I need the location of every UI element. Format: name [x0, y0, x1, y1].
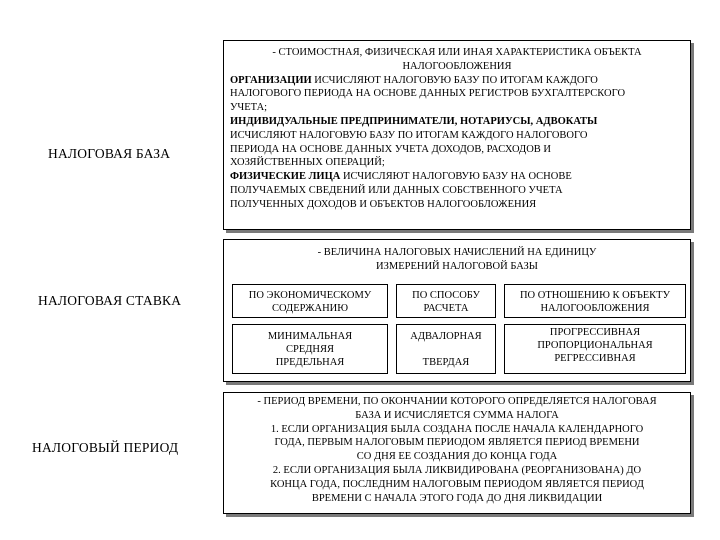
- tax-period-line: ВРЕМЕНИ С НАЧАЛА ЭТОГО ГОДА ДО ДНЯ ЛИКВИДАЦИИ: [311, 492, 603, 504]
- tax-base-line: [230, 46, 684, 60]
- category-header-line: ПО ОТНОШЕНИЮ К ОБЪЕКТУ: [519, 290, 671, 301]
- tax-base-line: [230, 156, 684, 170]
- tax-period-line: 2. ЕСЛИ ОРГАНИЗАЦИЯ БЫЛА ЛИКВИДИРОВАНА (РЕОРГАНИЗОВАНА) ДО: [272, 464, 642, 476]
- tax-base-line-text: НАЛОГООБЛОЖЕНИЯ: [402, 60, 512, 72]
- rate-category-economic: [232, 284, 388, 318]
- rate-type: СРЕДНЯЯ: [285, 344, 334, 355]
- tax-base-line-text: - СТОИМОСТНАЯ, ФИЗИЧЕСКАЯ ИЛИ ИНАЯ ХАРАКТЕРИСТИКА ОБЪЕКТА: [272, 47, 642, 58]
- tax-period-line: - ПЕРИОД ВРЕМЕНИ, ПО ОКОНЧАНИИ КОТОРОГО ОПРЕДЕЛЯЕТСЯ НАЛОГОВАЯ: [257, 396, 657, 407]
- tax-base-definition-box: [223, 40, 691, 230]
- tax-period-label: НАЛОГОВЫЙ ПЕРИОД: [32, 440, 179, 455]
- category-header-line: ПО СПОСОБУ: [412, 290, 480, 301]
- tax-rate-definition-line: - ВЕЛИЧИНА НАЛОГОВЫХ НАЧИСЛЕНИЙ НА ЕДИНИЦУ: [317, 247, 597, 258]
- rate-category-object: [504, 284, 686, 318]
- rate-type: ТВЕРДАЯ: [422, 357, 470, 368]
- category-header-line: НАЛОГООБЛОЖЕНИЯ: [540, 303, 650, 314]
- tax-base-line-text: ИСЧИСЛЯЮТ НАЛОГОВУЮ БАЗУ НА ОСНОВЕ: [340, 171, 572, 183]
- tax-base-line: [230, 129, 684, 143]
- tax-base-line: [230, 170, 684, 184]
- tax-base-line: [230, 101, 684, 115]
- rate-types-economic: [232, 324, 388, 374]
- tax-rate-label: НАЛОГОВАЯ СТАВКА: [38, 293, 182, 308]
- tax-rate-definition: [224, 246, 690, 274]
- tax-base-line: [230, 87, 684, 101]
- tax-base-line-text: ХОЗЯЙСТВЕННЫХ ОПЕРАЦИЙ;: [230, 157, 385, 169]
- tax-base-line-emphasis: ИНДИВИДУАЛЬНЫЕ ПРЕДПРИНИМАТЕЛИ, НОТАРИУСЫ, АДВОКАТЫ: [230, 115, 598, 127]
- rate-types-calculation: [396, 324, 496, 374]
- tax-rate-box: [223, 239, 691, 382]
- tax-base-line-text: ПОЛУЧЕННЫХ ДОХОДОВ И ОБЪЕКТОВ НАЛОГООБЛОЖЕНИЯ: [230, 198, 537, 210]
- tax-base-line-text: НАЛОГОВОГО ПЕРИОДА НА ОСНОВЕ ДАННЫХ РЕГИСТРОВ БУХГАЛТЕРСКОГО: [230, 88, 626, 100]
- rate-types-object: [504, 324, 686, 374]
- tax-base-line-text: ПОЛУЧАЕМЫХ СВЕДЕНИЙ ИЛИ ДАННЫХ СОБСТВЕННОГО УЧЕТА: [230, 184, 563, 196]
- tax-rate-definition-line: ИЗМЕРЕНИЙ НАЛОГОВОЙ БАЗЫ: [376, 260, 538, 272]
- tax-period-line: КОНЦА ГОДА, ПОСЛЕДНИМ НАЛОГОВЫМ ПЕРИОДОМ ЯВЛЯЕТСЯ ПЕРИОД: [270, 478, 644, 490]
- category-header-line: СОДЕРЖАНИЮ: [271, 303, 349, 314]
- rate-type: ПРОГРЕССИВНАЯ: [549, 327, 641, 338]
- rate-type: [397, 343, 495, 356]
- tax-period-line: 1. ЕСЛИ ОРГАНИЗАЦИЯ БЫЛА СОЗДАНА ПОСЛЕ НАЧАЛА КАЛЕНДАРНОГО: [270, 423, 644, 435]
- tax-base-line: [230, 60, 684, 74]
- rate-category-calculation: [396, 284, 496, 318]
- category-header-line: ПО ЭКОНОМИЧЕСКОМУ: [248, 290, 372, 301]
- category-header-line: РАСЧЕТА: [423, 303, 469, 314]
- tax-period-line: БАЗА И ИСЧИСЛЯЕТСЯ СУММА НАЛОГА: [355, 409, 559, 421]
- tax-base-line-text: УЧЕТА;: [230, 102, 268, 114]
- tax-base-line-emphasis: ФИЗИЧЕСКИЕ ЛИЦА: [230, 171, 341, 183]
- tax-period-definition-box: [223, 392, 691, 514]
- tax-base-line-text: ИСЧИСЛЯЮТ НАЛОГОВУЮ БАЗУ ПО ИТОГАМ КАЖДОГО НАЛОГОВОГО: [230, 129, 588, 141]
- tax-base-line: [230, 184, 684, 198]
- tax-base-line-emphasis: ОРГАНИЗАЦИИ: [230, 74, 312, 86]
- tax-base-line: [230, 115, 684, 129]
- tax-period-line: ГОДА, ПЕРВЫМ НАЛОГОВЫМ ПЕРИОДОМ ЯВЛЯЕТСЯ ПЕРИОД ВРЕМЕНИ: [274, 437, 640, 449]
- tax-base-label: НАЛОГОВАЯ БАЗА: [48, 146, 171, 161]
- tax-base-line-text: ИСЧИСЛЯЮТ НАЛОГОВУЮ БАЗУ ПО ИТОГАМ КАЖДОГО: [311, 74, 598, 86]
- tax-base-line: [230, 74, 684, 88]
- tax-base-line-text: ПЕРИОДА НА ОСНОВЕ ДАННЫХ УЧЕТА ДОХОДОВ, РАСХОДОВ И: [230, 143, 551, 155]
- rate-type: МИНИМАЛЬНАЯ: [267, 331, 353, 342]
- tax-base-line: [230, 143, 684, 157]
- rate-type: ПРЕДЕЛЬНАЯ: [275, 357, 345, 368]
- tax-period-line: СО ДНЯ ЕЕ СОЗДАНИЯ ДО КОНЦА ГОДА: [356, 451, 558, 463]
- tax-base-line: [230, 198, 684, 212]
- rate-type: АДВАЛОРНАЯ: [410, 331, 482, 342]
- rate-type: ПРОПОРЦИОНАЛЬНАЯ: [537, 340, 653, 351]
- rate-type: РЕГРЕССИВНАЯ: [554, 353, 636, 364]
